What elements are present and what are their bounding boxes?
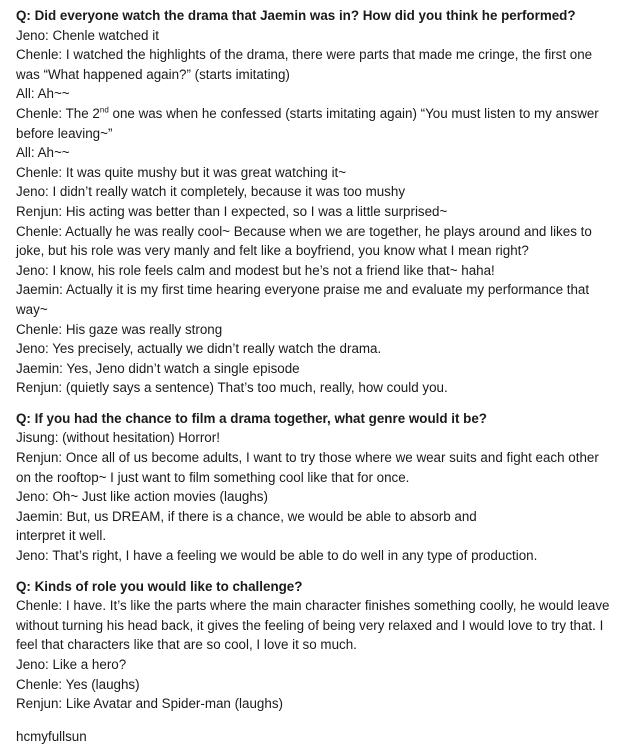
transcript-line: Jaemin: Yes, Jeno didn’t watch a single episode <box>16 360 300 376</box>
transcript-line: without turning his head back, it gives the feeling of being very relaxed and I would love to try that. I <box>16 617 604 633</box>
transcript-line: Renjun: Once all of us become adults, I want to try those where we wear suits and fight each other <box>16 450 599 466</box>
qa-section-2 <box>16 409 628 566</box>
transcript-line: Jeno: I know, his role feels calm and modest but he’s not a friend like that~ haha! <box>16 262 495 278</box>
transcript-line: All: Ah~~ <box>16 145 70 161</box>
line-text-after: one was when he confessed (starts imitating again) “You must listen to my answer <box>108 105 599 121</box>
transcript-line: Chenle: I have. It’s like the parts where the main character finishes something coolly, he would leave <box>16 598 610 614</box>
transcript-line-with-superscript <box>16 104 628 124</box>
transcript-line: Chenle: His gaze was really strong <box>16 321 223 337</box>
qa-section-1 <box>16 6 628 398</box>
qa-section-3 <box>16 577 628 714</box>
transcript-line: was “What happened again?” (starts imitating) <box>16 66 290 82</box>
transcript-line: on the rooftop~ I just want to film something cool like that for once. <box>16 469 410 485</box>
ordinal-superscript: nd <box>99 105 109 115</box>
transcript-line: Jisung: (without hesitation) Horror! <box>16 430 220 446</box>
credit-text: hcmyfullsun <box>16 728 87 744</box>
transcript-line: Chenle: It was quite mushy but it was great watching it~ <box>16 164 347 180</box>
transcript-line: Jeno: Yes precisely, actually we didn’t really watch the drama. <box>16 341 382 357</box>
question-heading: Q: Kinds of role you would like to challenge? <box>16 578 303 594</box>
document-body <box>16 6 628 746</box>
question-heading: Q: Did everyone watch the drama that Jaemin was in? How did you think he performed? <box>16 8 576 23</box>
transcript-line: way~ <box>16 301 48 317</box>
transcript-line: Renjun: (quietly says a sentence) That’s too much, really, how could you. <box>16 380 448 396</box>
transcript-line: joke, but his role was very manly and felt like a boyfriend, you know what I mean right? <box>16 243 529 259</box>
line-text-before: Chenle: The 2 <box>16 105 100 121</box>
section-spacer <box>16 398 628 409</box>
transcript-line: Chenle: I watched the highlights of the drama, there were parts that made me cringe, the first one <box>16 47 593 63</box>
transcript-line: before leaving~” <box>16 125 113 141</box>
transcript-line: Jeno: Oh~ Just like action movies (laughs) <box>16 489 268 505</box>
section-spacer <box>16 566 628 577</box>
transcript-line: feel that characters like that are so cool, I love it so much. <box>16 637 357 653</box>
transcript-line: Jaemin: Actually it is my first time hearing everyone praise me and evaluate my performance that <box>16 282 590 298</box>
transcript-line: All: Ah~~ <box>16 86 70 102</box>
transcript-line: Jeno: I didn’t really watch it completely, because it was too mushy <box>16 184 406 200</box>
transcript-line: Jeno: Chenle watched it <box>16 27 159 43</box>
transcript-line: Renjun: His acting was better than I expected, so I was a little surprised~ <box>16 203 448 219</box>
question-heading: Q: If you had the chance to film a drama together, what genre would it be? <box>16 410 487 426</box>
transcript-line: Jeno: That’s right, I have a feeling we would be able to do well in any type of production. <box>16 548 538 564</box>
transcript-line: Renjun: Like Avatar and Spider-man (laughs) <box>16 696 283 712</box>
transcript-line: Chenle: Yes (laughs) <box>16 676 140 692</box>
transcript-line: Jaemin: But, us DREAM, if there is a chance, we would be able to absorb and <box>16 508 477 524</box>
transcript-line: Jeno: Like a hero? <box>16 657 127 672</box>
transcript-line: Chenle: Actually he was really cool~ Because when we are together, he plays around and likes to <box>16 223 592 239</box>
transcript-line: interpret it well. <box>16 528 107 544</box>
